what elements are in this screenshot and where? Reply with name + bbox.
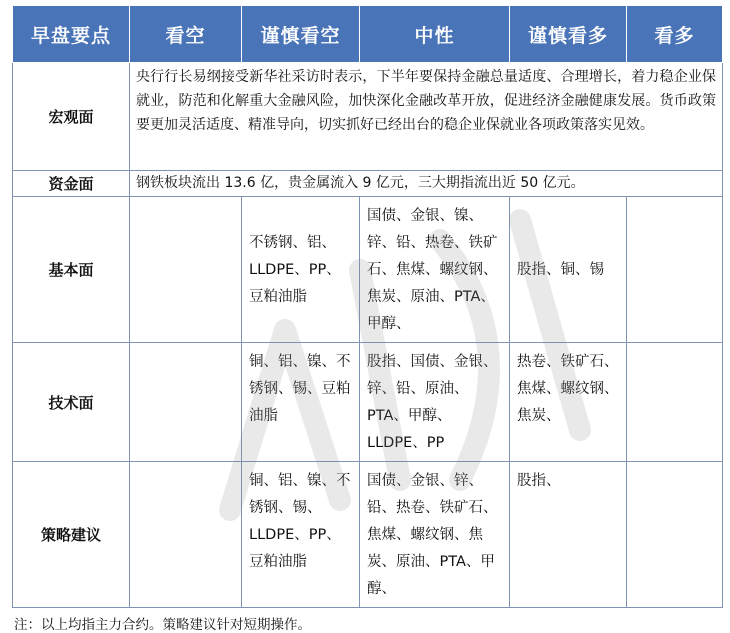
fundamental-bullish [627,197,723,343]
morning-brief [12,5,722,633]
technical-bearish [130,343,242,462]
technical-cautious-bearish: 铜、铝、镍、不锈钢、锡、豆粕油脂 [242,343,360,462]
strategy-label: 策略建议 [13,462,130,608]
header-neutral: 中性 [360,6,510,63]
fundamental-neutral: 国债、金银、镍、锌、铅、热卷、铁矿石、焦煤、螺纹钢、焦炭、原油、PTA、甲醇、 [360,197,510,343]
morning-brief-table [12,5,723,608]
fundamental-row [13,197,723,343]
header-cautious-bearish: 谨慎看空 [242,6,360,63]
technical-row [13,343,723,462]
strategy-bullish [627,462,723,608]
capital-text: 钢铁板块流出 13.6 亿，贵金属流入 9 亿元，三大期指流出近 50 亿元。 [130,171,723,197]
technical-label: 技术面 [13,343,130,462]
macro-label: 宏观面 [13,63,130,171]
fundamental-bearish [130,197,242,343]
fundamental-label: 基本面 [13,197,130,343]
technical-bullish [627,343,723,462]
macro-text: 央行行长易纲接受新华社采访时表示，下半年要保持金融总量适度、合理增长，着力稳企业保就业，防范和化解重大金融风险，加快深化金融改革开放，促进经济金融健康发展。货币政策要更加灵活适度、精准导向，切实抓好已经出台的稳企业保就业各项政策落实见效。 [130,63,723,171]
fundamental-cautious-bullish: 股指、铜、锡 [510,197,627,343]
strategy-bearish [130,462,242,608]
header-cautious-bullish: 谨慎看多 [510,6,627,63]
fundamental-cautious-bearish: 不锈钢、铝、LLDPE、PP、豆粕油脂 [242,197,360,343]
footnote: 注：以上均指主力合约。策略建议针对短期操作。 [14,617,311,633]
strategy-cautious-bearish: 铜、铝、镍、不锈钢、锡、LLDPE、PP、豆粕油脂 [242,462,360,608]
header-key-points: 早盘要点 [13,6,130,63]
header-bullish: 看多 [627,6,723,63]
strategy-cautious-bullish: 股指、 [510,462,627,608]
header-bearish: 看空 [130,6,242,63]
technical-cautious-bullish: 热卷、铁矿石、焦煤、螺纹钢、焦炭、 [510,343,627,462]
capital-label: 资金面 [13,171,130,197]
strategy-row [13,462,723,608]
technical-neutral: 股指、国债、金银、锌、铅、原油、PTA、甲醇、LLDPE、PP [360,343,510,462]
macro-row [13,63,723,171]
header-row [13,6,723,63]
capital-row [13,171,723,197]
strategy-neutral: 国债、金银、锌、铅、热卷、铁矿石、焦煤、螺纹钢、焦炭、原油、PTA、甲醇、 [360,462,510,608]
